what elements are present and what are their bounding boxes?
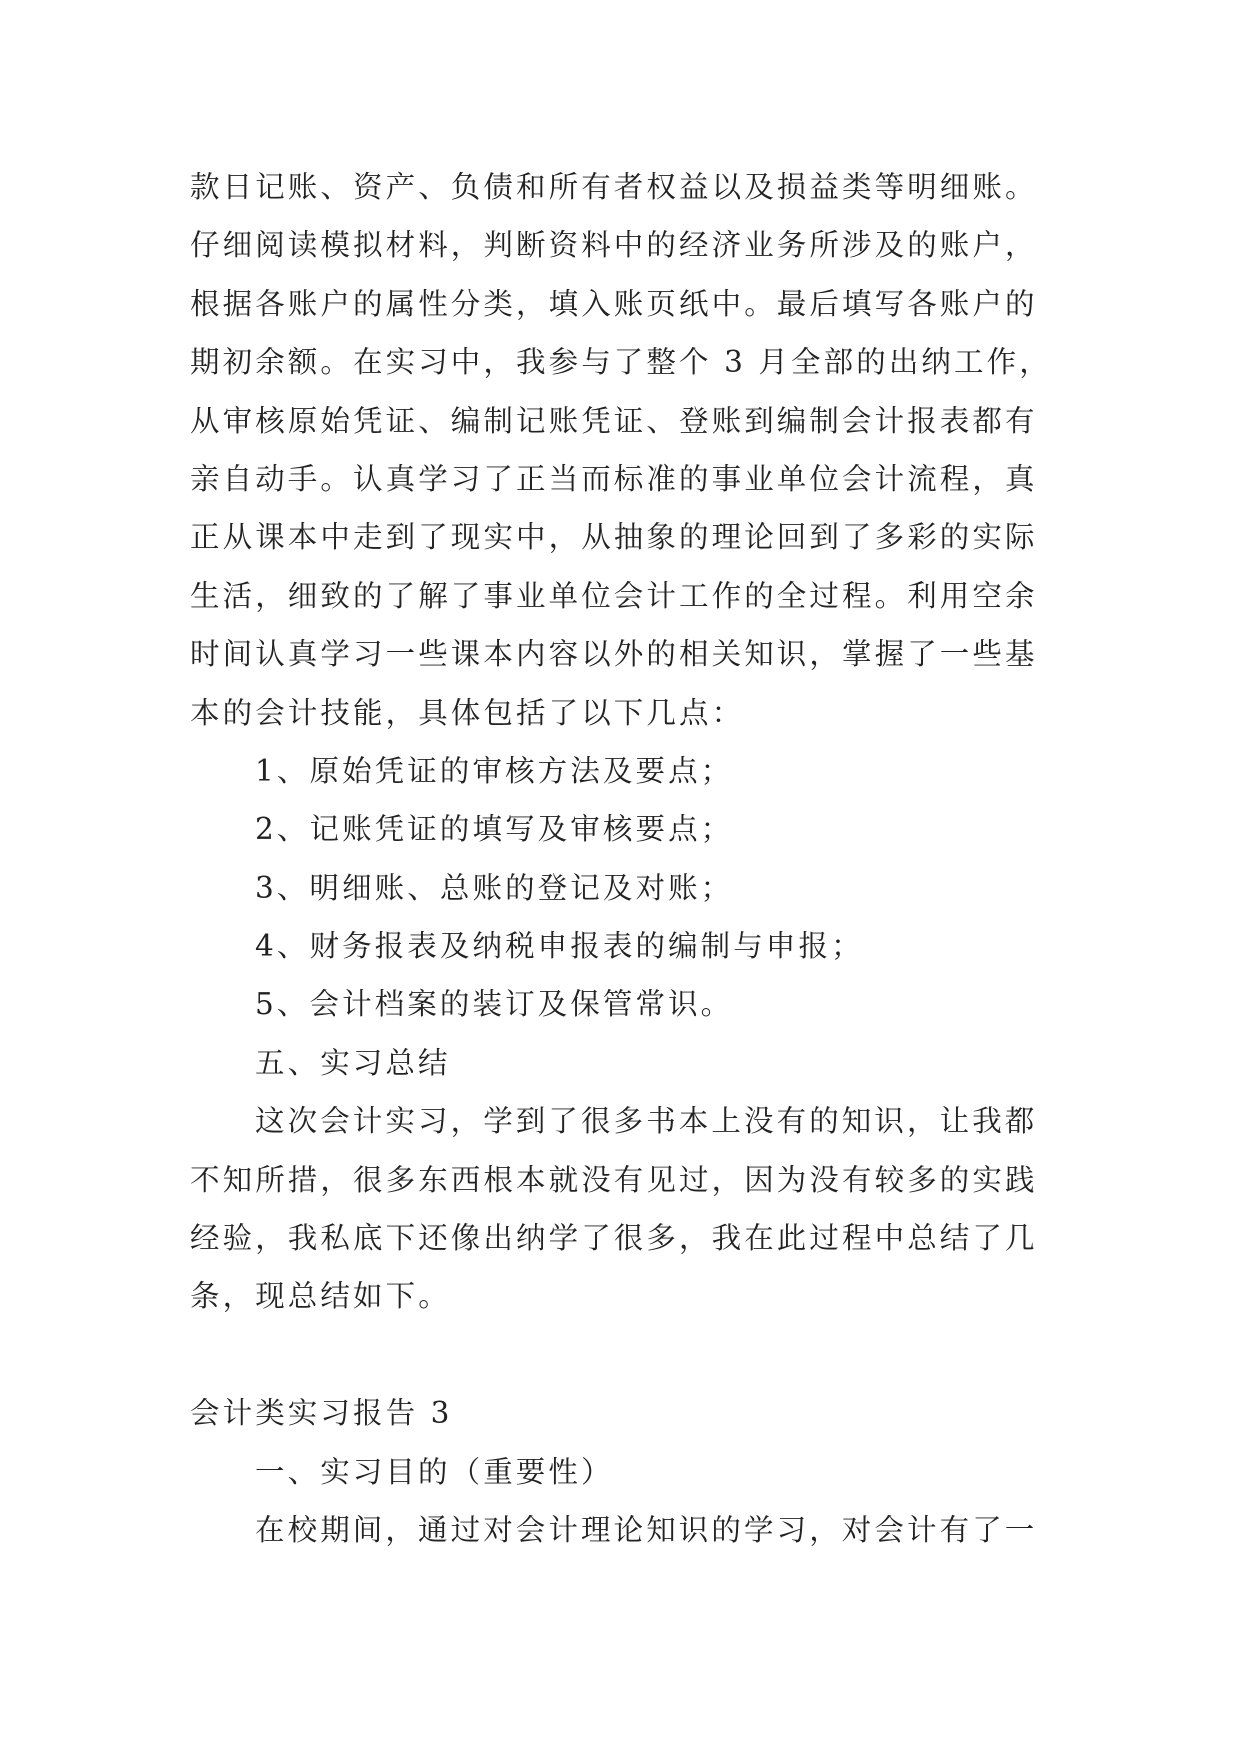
list-item: 1、原始凭证的审核方法及要点； (255, 753, 734, 788)
paragraph-line: 根据各账户的属性分类，填入账页纸中。最后填写各账户的 (190, 286, 1038, 321)
summary-line: 条，现总结如下。 (190, 1279, 451, 1314)
paragraph-line: 生活，细致的了解了事业单位会计工作的全过程。利用空余 (190, 578, 1038, 613)
summary-line: 不知所措，很多东西根本就没有见过，因为没有较多的实践 (190, 1162, 1038, 1197)
section-heading: 五、实习总结 (255, 1045, 451, 1080)
paragraph-spacer (190, 1326, 1060, 1384)
report-first-line: 在校期间，通过对会计理论知识的学习，对会计有了一 (255, 1512, 1038, 1547)
paragraph-line: 仔细阅读模拟材料，判断资料中的经济业务所涉及的账户， (190, 228, 1038, 263)
paragraph-line: 正从课本中走到了现实中，从抽象的理论回到了多彩的实际 (190, 520, 1038, 555)
paragraph-line: 款日记账、资产、负债和所有者权益以及损益类等明细账。 (190, 170, 1038, 204)
paragraph-line: 本的会计技能，具体包括了以下几点： (190, 695, 745, 730)
list-item: 4、财务报表及纳税申报表的编制与申报； (255, 929, 864, 964)
list-item: 3、明细账、总账的登记及对账； (255, 870, 734, 905)
report-title: 会计类实习报告 3 (190, 1396, 453, 1431)
summary-line: 经验，我私底下还像出纳学了很多，我在此过程中总结了几 (190, 1221, 1038, 1256)
paragraph-line: 亲自动手。认真学习了正当而标准的事业单位会计流程，真 (190, 461, 1038, 496)
list-item: 2、记账凭证的填写及审核要点； (255, 812, 734, 847)
list-item: 5、会计档案的装订及保管常识。 (255, 987, 734, 1022)
paragraph-line: 期初余额。在实习中，我参与了整个 3 月全部的出纳工作， (190, 345, 1052, 380)
summary-line: 这次会计实习，学到了很多书本上没有的知识，让我都 (255, 1104, 1038, 1139)
report-heading: 一、实习目的（重要性） (255, 1454, 614, 1489)
paragraph-line: 从审核原始凭证、编制记账凭证、登账到编制会计报表都有 (190, 403, 1038, 438)
paragraph-line: 时间认真学习一些课本内容以外的相关知识，掌握了一些基 (190, 637, 1038, 672)
document-body (190, 158, 1060, 1559)
